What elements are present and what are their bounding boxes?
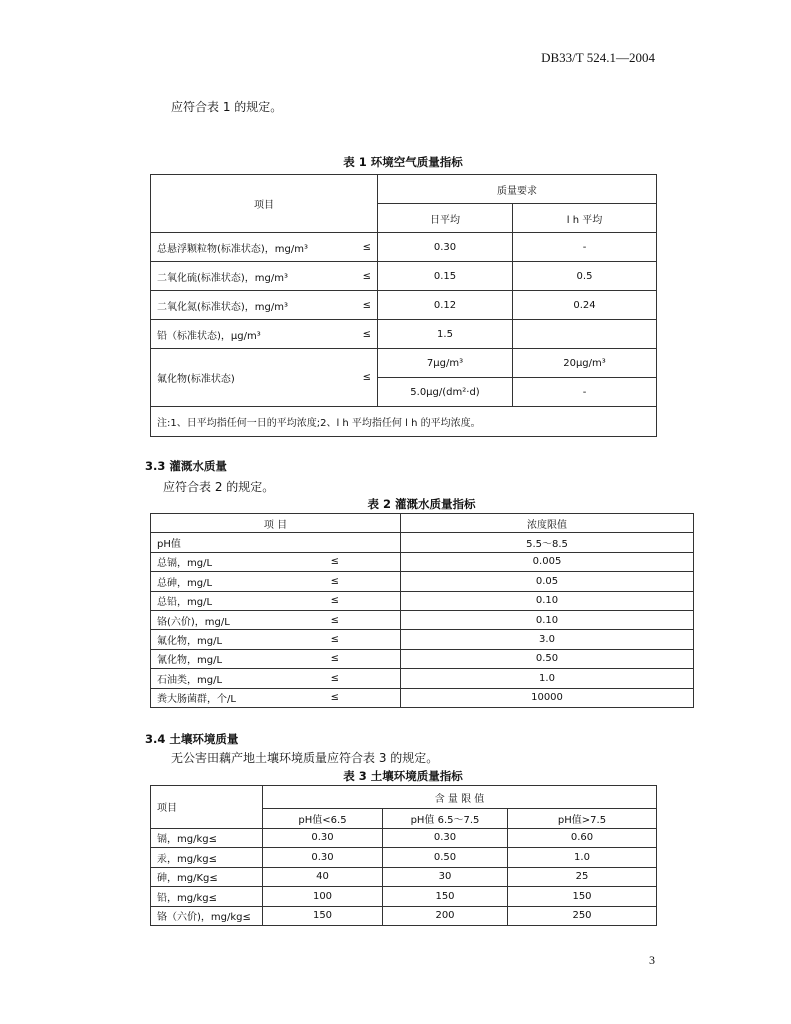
daily-value: 7μg/m³ [378, 349, 513, 378]
value-ph-mid: 0.30 [383, 828, 508, 848]
header-item: 项目 [151, 786, 263, 829]
limit-symbol: ≤ [330, 653, 339, 665]
row-name: 砷，mg/Kg≤ [151, 867, 263, 887]
irrigation-water-table [150, 513, 694, 708]
header-item: 项 目 [151, 514, 401, 533]
section-3-4-text: 无公害田藕产地土壤环境质量应符合表 3 的规定。 [171, 751, 439, 765]
limit-symbol: ≤ [330, 556, 339, 568]
limit-value: 10000 [401, 688, 694, 707]
limit-value: 1.0 [401, 669, 694, 688]
table-row [151, 669, 694, 688]
header-item: 项目 [151, 175, 378, 233]
row-name: 总悬浮颗粒物(标准状态)，mg/m³ [157, 243, 309, 255]
header-limit: 含 量 限 值 [263, 786, 657, 809]
table-row [151, 291, 657, 320]
header-hourly: l h 平均 [513, 204, 657, 233]
row-name: 石油类，mg/L [157, 674, 223, 686]
table-row [151, 320, 657, 349]
value-ph-low: 100 [263, 887, 383, 907]
row-name: 氰化物，mg/L [157, 655, 223, 667]
limit-symbol: ≤ [362, 241, 371, 253]
value-ph-high: 150 [508, 887, 657, 907]
table-row [151, 630, 694, 649]
soil-quality-table [150, 785, 657, 926]
hourly-value: 20μg/m³ [513, 349, 657, 378]
value-ph-low: 40 [263, 867, 383, 887]
table-row [151, 533, 694, 552]
table-row [151, 688, 694, 707]
row-name: 总砷，mg/L [157, 577, 213, 589]
limit-symbol: ≤ [330, 692, 339, 704]
header-daily: 日平均 [378, 204, 513, 233]
value-ph-low: 0.30 [263, 848, 383, 868]
air-quality-table [150, 174, 657, 437]
table-row [151, 848, 657, 868]
daily-value: 0.30 [378, 233, 513, 262]
limit-symbol: ≤ [330, 595, 339, 607]
value-ph-high: 250 [508, 906, 657, 926]
table-row [151, 828, 657, 848]
limit-value: 0.005 [401, 552, 694, 571]
daily-value: 1.5 [378, 320, 513, 349]
table-row [151, 649, 694, 668]
row-name: 二氧化氮(标准状态)，mg/m³ [157, 301, 289, 313]
value-ph-mid: 30 [383, 867, 508, 887]
value-ph-low: 0.30 [263, 828, 383, 848]
document-id: DB33/T 524.1—2004 [541, 50, 655, 65]
hourly-value: 0.5 [513, 262, 657, 291]
limit-value: 5.5～8.5 [401, 533, 694, 552]
intro-text: 应符合表 1 的规定。 [171, 100, 283, 114]
value-ph-high: 0.60 [508, 828, 657, 848]
table-row [151, 887, 657, 907]
table2-caption: 表 2 灌溉水质量指标 [367, 497, 476, 511]
limit-symbol: ≤ [362, 328, 371, 340]
limit-symbol: ≤ [330, 672, 339, 684]
row-name: 氟化物(标准状态) [157, 374, 235, 385]
table-row [151, 233, 657, 262]
row-name: 铬(六价)，mg/L [157, 616, 230, 628]
table-row [151, 552, 694, 571]
header-quality: 质量要求 [378, 175, 657, 204]
hourly-value: - [513, 378, 657, 407]
table-row [151, 591, 694, 610]
row-name: 氟化物，mg/L [157, 636, 223, 648]
row-name: 总镉，mg/L [157, 558, 213, 570]
value-ph-high: 25 [508, 867, 657, 887]
limit-symbol: ≤ [362, 299, 371, 311]
value-ph-mid: 200 [383, 906, 508, 926]
value-ph-low: 150 [263, 906, 383, 926]
limit-value: 0.10 [401, 610, 694, 629]
daily-value: 0.15 [378, 262, 513, 291]
row-name: 粪大肠菌群，个/L [157, 694, 236, 706]
table-row [151, 610, 694, 629]
limit-value: 0.05 [401, 572, 694, 591]
row-name: 铅，mg/kg≤ [151, 887, 263, 907]
row-name: 铬（六价)，mg/kg≤ [151, 906, 263, 926]
limit-symbol: ≤ [362, 270, 371, 282]
section-3-3-text: 应符合表 2 的规定。 [163, 480, 275, 494]
table-row [151, 867, 657, 887]
header-ph-low: pH值<6.5 [263, 809, 383, 829]
limit-value: 0.10 [401, 591, 694, 610]
table-row [151, 906, 657, 926]
table-row [151, 572, 694, 591]
table-row [151, 349, 657, 378]
value-ph-mid: 0.50 [383, 848, 508, 868]
limit-symbol: ≤ [330, 614, 339, 626]
row-name: 镉，mg/kg≤ [151, 828, 263, 848]
limit-value: 3.0 [401, 630, 694, 649]
table-note: 注:1、日平均指任何一日的平均浓度;2、l h 平均指任何 l h 的平均浓度。 [151, 407, 657, 437]
limit-value: 0.50 [401, 649, 694, 668]
limit-symbol: ≤ [330, 634, 339, 646]
value-ph-mid: 150 [383, 887, 508, 907]
header-ph-high: pH值>7.5 [508, 809, 657, 829]
page-number: 3 [649, 953, 655, 967]
row-name: 铅（标准状态)，μg/m³ [157, 330, 261, 342]
row-name: 二氧化硫(标准状态)，mg/m³ [157, 272, 289, 284]
value-ph-high: 1.0 [508, 848, 657, 868]
table3-caption: 表 3 土壤环境质量指标 [343, 769, 463, 783]
hourly-value: 0.24 [513, 291, 657, 320]
header-limit: 浓度限值 [401, 514, 694, 533]
daily-value: 0.12 [378, 291, 513, 320]
table-row [151, 262, 657, 291]
limit-symbol: ≤ [362, 372, 371, 383]
limit-symbol: ≤ [330, 575, 339, 587]
row-name: 总铅，mg/L [157, 597, 213, 609]
hourly-value: - [513, 233, 657, 262]
table1-caption: 表 1 环境空气质量指标 [343, 155, 463, 169]
daily-value: 5.0μg/(dm²·d) [378, 378, 513, 407]
hourly-value [513, 320, 657, 349]
section-3-3-title: 3.3 灌溉水质量 [145, 459, 227, 473]
header-ph-mid: pH值 6.5～7.5 [383, 809, 508, 829]
row-name: 汞，mg/kg≤ [151, 848, 263, 868]
row-name: pH值 [157, 539, 181, 551]
section-3-4-title: 3.4 土壤环境质量 [145, 732, 239, 746]
